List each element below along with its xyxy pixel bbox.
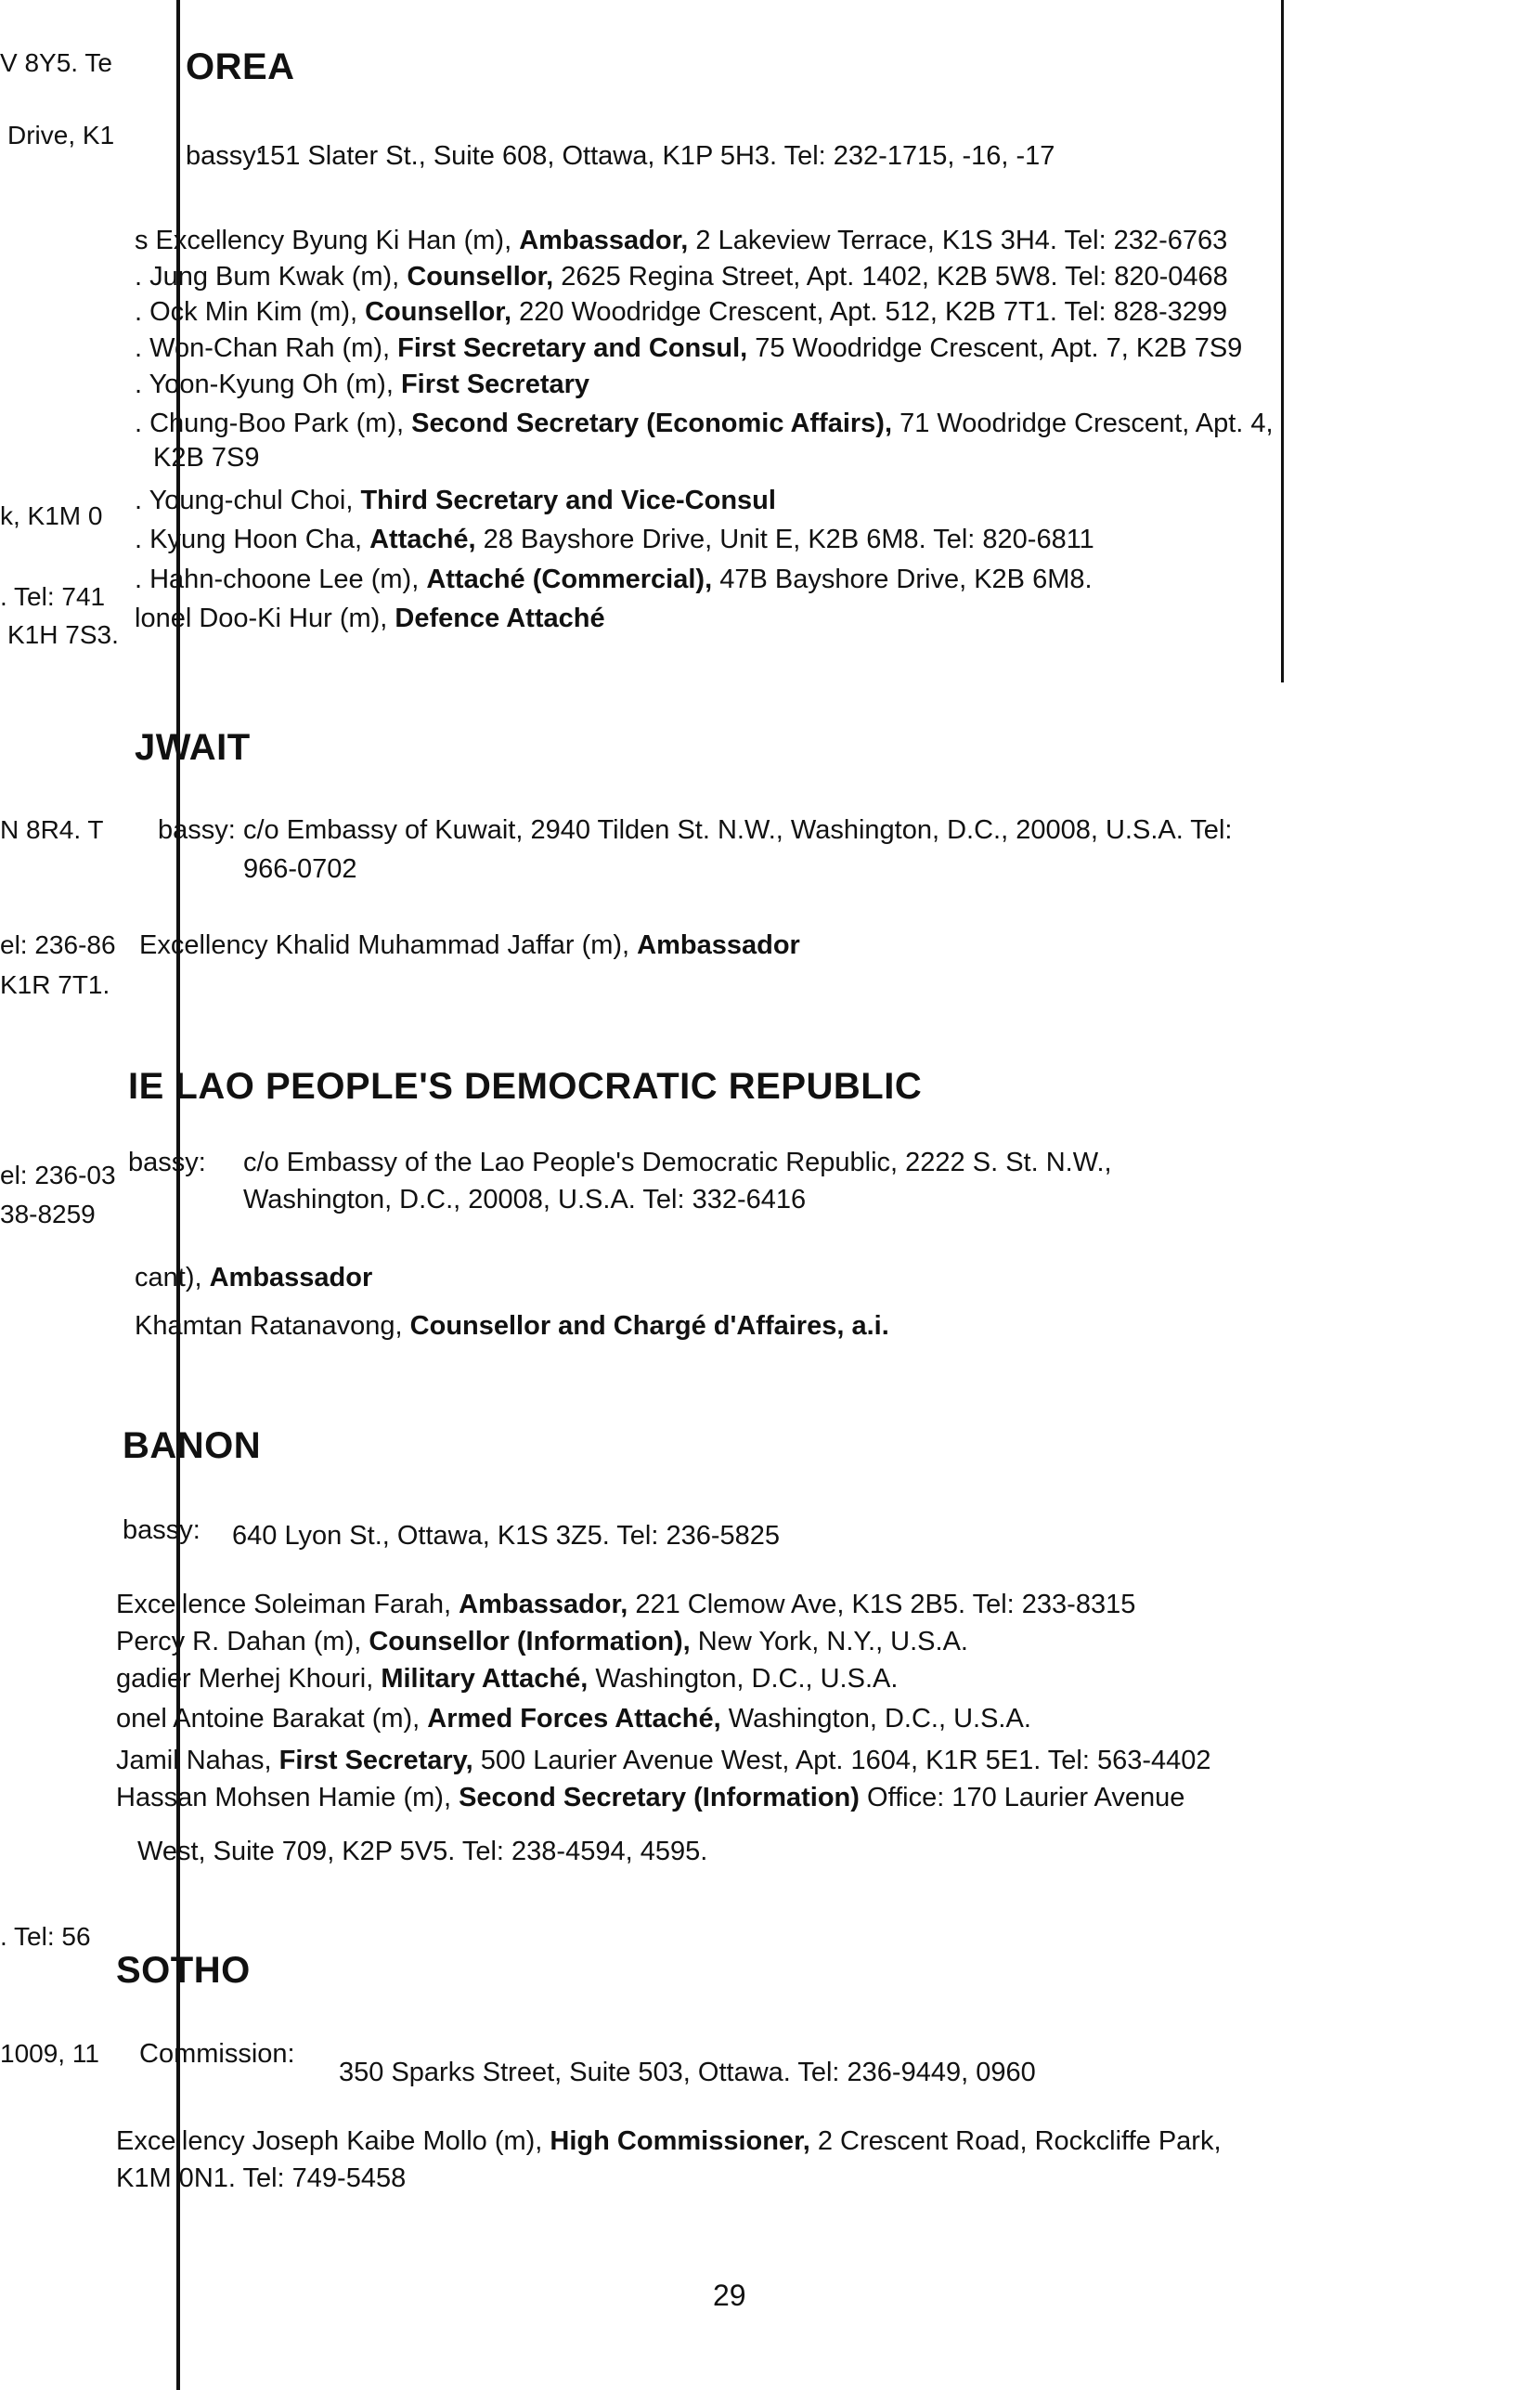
embassy-label: bassy:	[128, 1148, 206, 1177]
left-fragment: V 8Y5. Te	[0, 48, 112, 77]
embassy-address: c/o Embassy of the Lao People's Democratic Republic, 2222 S. St. N.W.,	[243, 1148, 1112, 1177]
staff-entry: Excellence Soleiman Farah, Ambassador, 221 Clemow Ave, K1S 2B5. Tel: 233-8315	[116, 1590, 1136, 1619]
staff-entry: . Hahn-choone Lee (m), Attaché (Commercial), 47B Bayshore Drive, K2B 6M8.	[135, 565, 1093, 594]
page-edge-line	[1281, 0, 1284, 682]
embassy-address: 640 Lyon St., Ottawa, K1S 3Z5. Tel: 236-5825	[232, 1521, 781, 1551]
embassy-label: bassy:	[158, 815, 236, 845]
left-fragment: . Tel: 56	[0, 1922, 91, 1951]
embassy-label: bassy:	[186, 141, 264, 171]
staff-entry: . Ock Min Kim (m), Counsellor, 220 Woodridge Crescent, Apt. 512, K2B 7T1. Tel: 828-3299	[135, 297, 1228, 327]
section-heading-korea: OREA	[186, 46, 295, 87]
staff-entry: Percy R. Dahan (m), Counsellor (Information), New York, N.Y., U.S.A.	[116, 1627, 968, 1656]
staff-entry: Khamtan Ratanavong, Counsellor and Chargé d'Affaires, a.i.	[135, 1311, 889, 1341]
embassy-address: 151 Slater St., Suite 608, Ottawa, K1P 5H3. Tel: 232-1715, -16, -17	[255, 141, 1055, 171]
staff-entry: Hassan Mohsen Hamie (m), Second Secretary (Information) Office: 170 Laurier Avenue	[116, 1783, 1185, 1812]
staff-entry: . Won-Chan Rah (m), First Secretary and Consul, 75 Woodridge Crescent, Apt. 7, K2B 7S9	[135, 333, 1243, 363]
staff-entry: . Young-chul Choi, Third Secretary and Vice-Consul	[135, 486, 776, 515]
left-fragment: k, K1M 0	[0, 501, 103, 530]
section-heading-laos: IE LAO PEOPLE'S DEMOCRATIC REPUBLIC	[128, 1066, 923, 1107]
staff-entry: Excellency Khalid Muhammad Jaffar (m), Ambassador	[139, 930, 800, 960]
section-heading-lebanon: BANON	[123, 1425, 262, 1466]
staff-entry: West, Suite 709, K2P 5V5. Tel: 238-4594, 4595.	[137, 1837, 708, 1866]
staff-entry: cant), Ambassador	[135, 1263, 373, 1292]
staff-entry: gadier Merhej Khouri, Military Attaché, Washington, D.C., U.S.A.	[116, 1664, 899, 1694]
embassy-label: Commission:	[139, 2039, 295, 2069]
left-fragment: Drive, K1	[7, 121, 115, 149]
left-fragment: 38-8259	[0, 1200, 96, 1228]
staff-entry: lonel Doo-Ki Hur (m), Defence Attaché	[135, 604, 605, 633]
left-fragment: 1009, 11	[0, 2039, 99, 2068]
staff-entry: s Excellency Byung Ki Han (m), Ambassador, 2 Lakeview Terrace, K1S 3H4. Tel: 232-6763	[135, 226, 1228, 255]
left-fragment: . Tel: 741	[0, 582, 106, 611]
embassy-address: Washington, D.C., 20008, U.S.A. Tel: 332-6416	[243, 1185, 807, 1214]
staff-entry: . Jung Bum Kwak (m), Counsellor, 2625 Regina Street, Apt. 1402, K2B 5W8. Tel: 820-0468	[135, 262, 1228, 292]
embassy-address: 966-0702	[243, 854, 357, 884]
staff-entry: Jamil Nahas, First Secretary, 500 Laurier Avenue West, Apt. 1604, K1R 5E1. Tel: 563-4402	[116, 1746, 1211, 1775]
left-fragment: el: 236-03	[0, 1161, 116, 1189]
staff-entry: K1M 0N1. Tel: 749-5458	[116, 2163, 407, 2193]
embassy-address: c/o Embassy of Kuwait, 2940 Tilden St. N.W., Washington, D.C., 20008, U.S.A. Tel:	[243, 815, 1233, 845]
left-fragment: K1H 7S3.	[7, 620, 119, 649]
page-number: 29	[713, 2279, 746, 2312]
staff-entry: onel Antoine Barakat (m), Armed Forces Attaché, Washington, D.C., U.S.A.	[116, 1704, 1031, 1734]
embassy-label: bassy:	[123, 1515, 201, 1545]
embassy-address: 350 Sparks Street, Suite 503, Ottawa. Tel: 236-9449, 0960	[339, 2058, 1036, 2087]
staff-entry: Excellency Joseph Kaibe Mollo (m), High Commissioner, 2 Crescent Road, Rockcliffe Park,	[116, 2126, 1222, 2156]
left-fragment: N 8R4. T	[0, 815, 104, 844]
left-fragment: el: 236-86	[0, 930, 116, 959]
staff-entry: . Kyung Hoon Cha, Attaché, 28 Bayshore Drive, Unit E, K2B 6M8. Tel: 820-6811	[135, 525, 1094, 554]
section-heading-kuwait: JWAIT	[135, 727, 251, 768]
staff-entry: K2B 7S9	[153, 443, 260, 473]
left-fragment: K1R 7T1.	[0, 970, 110, 999]
staff-entry: . Yoon-Kyung Oh (m), First Secretary	[135, 370, 590, 399]
section-heading-lesotho: SOTHO	[116, 1950, 251, 1991]
staff-entry: . Chung-Boo Park (m), Second Secretary (Economic Affairs), 71 Woodridge Crescent, Apt. 4,	[135, 409, 1274, 438]
